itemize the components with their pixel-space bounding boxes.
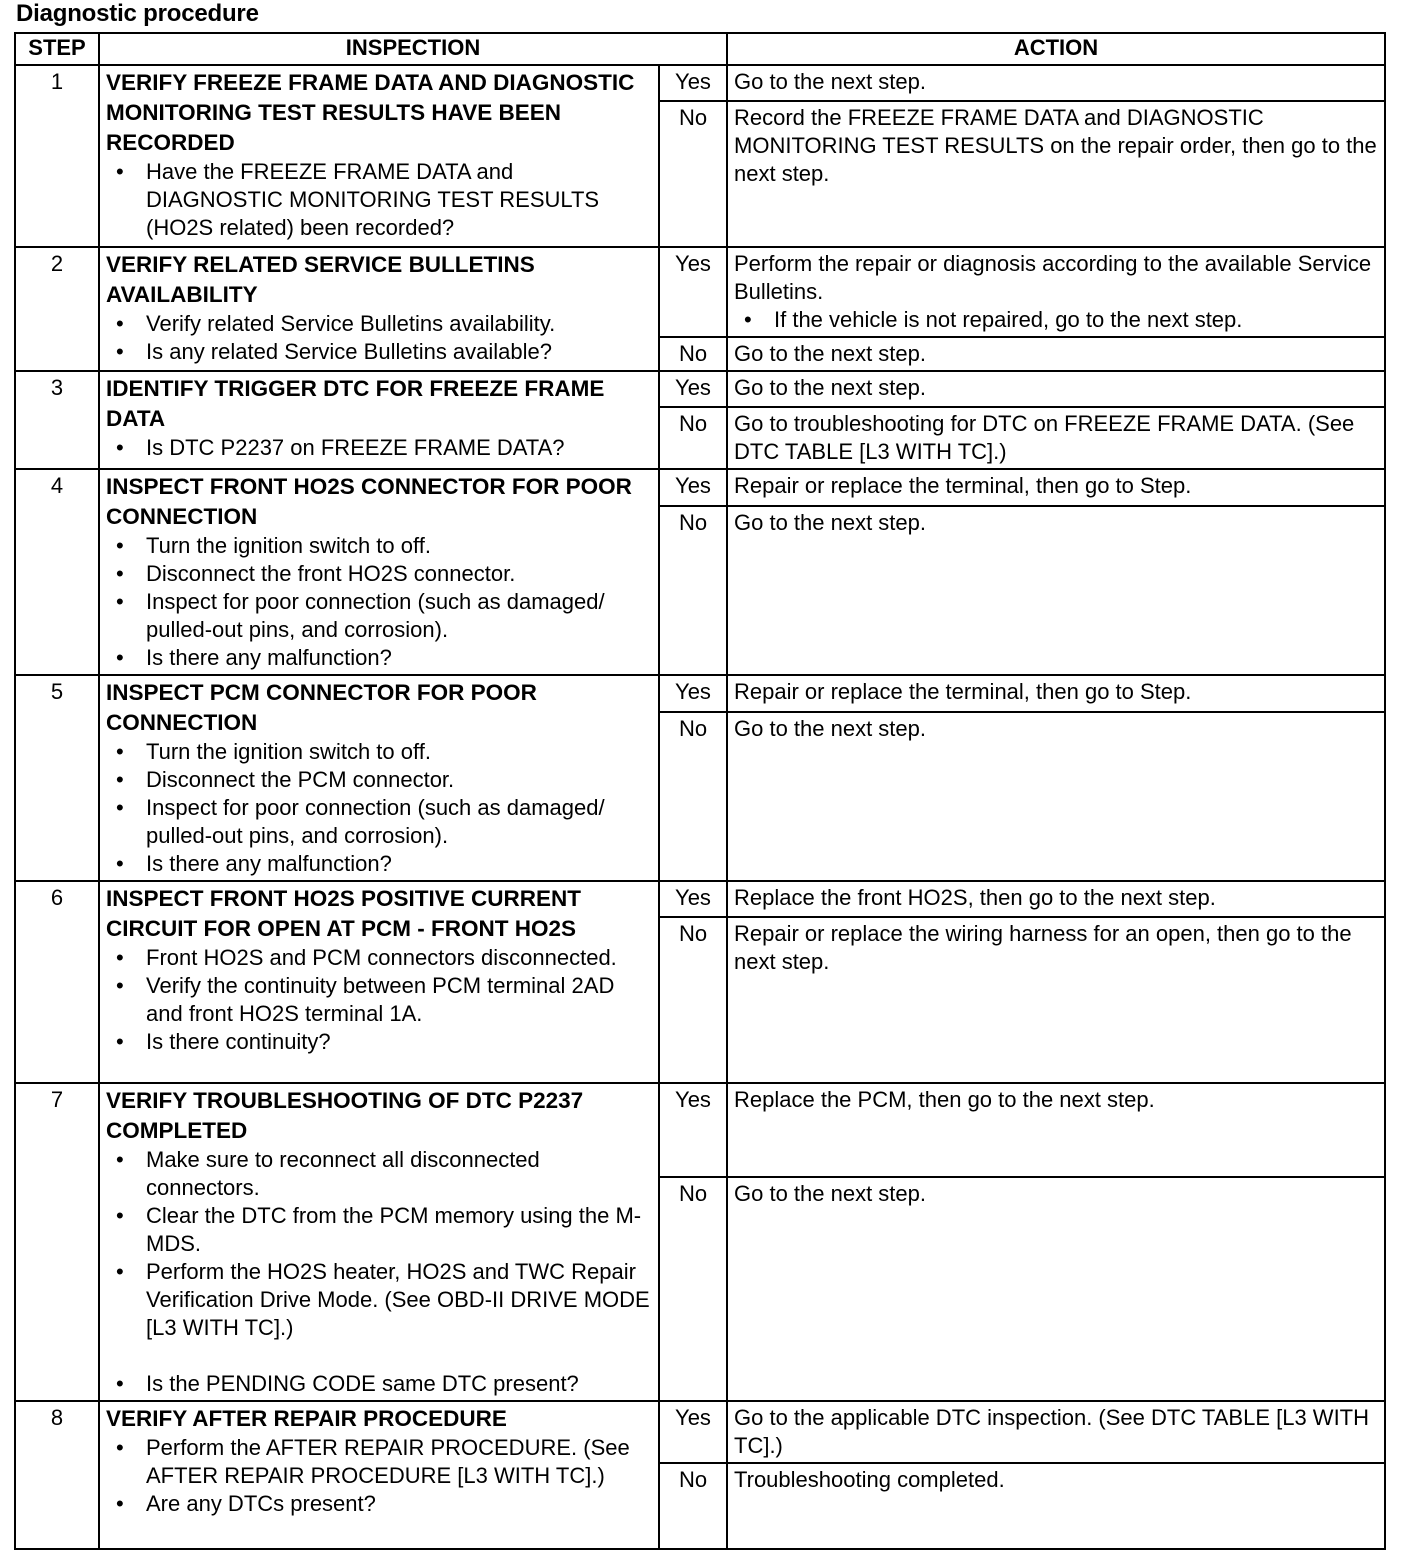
step-number: 6 xyxy=(15,881,99,1083)
yes-action xyxy=(727,1083,1385,1177)
inspection-bullets xyxy=(106,1434,652,1518)
inspection-bullet: • Are any DTCs present? xyxy=(106,1490,652,1518)
inspection-bullet: • Front HO2S and PCM connectors disconnected. xyxy=(106,944,652,972)
yes-label: Yes xyxy=(659,881,727,917)
inspection-cell xyxy=(99,247,659,371)
inspection-bullets xyxy=(106,1146,652,1398)
yes-action-text: Perform the repair or diagnosis according to the available Service Bulletins. xyxy=(734,251,1372,304)
inspection-title: VERIFY TROUBLESHOOTING OF DTC P2237 COMPLETED xyxy=(106,1088,584,1143)
inspection-bullet: • Disconnect the front HO2S connector. xyxy=(106,560,652,588)
inspection-bullet: • Is there any malfunction? xyxy=(106,850,652,878)
yes-action xyxy=(727,469,1385,506)
no-label: No xyxy=(659,1177,727,1401)
step-row-yes xyxy=(15,469,1385,506)
yes-action xyxy=(727,65,1385,101)
inspection-cell xyxy=(99,1083,659,1401)
step-row-yes xyxy=(15,65,1385,101)
header-step: STEP xyxy=(15,33,99,65)
inspection-bullet: • Perform the HO2S heater, HO2S and TWC Repair Verification Drive Mode. (See OBD-II DRIVE MODE [L3 WITH TC].) xyxy=(106,1258,652,1342)
inspection-bullets xyxy=(106,532,652,672)
no-action: Go to troubleshooting for DTC on FREEZE FRAME DATA. (See DTC TABLE [L3 WITH TC].) xyxy=(727,407,1385,469)
inspection-bullet: • Is there any malfunction? xyxy=(106,644,652,672)
step-number: 5 xyxy=(15,675,99,881)
inspection-cell xyxy=(99,371,659,469)
inspection-bullet: • Perform the AFTER REPAIR PROCEDURE. (See AFTER REPAIR PROCEDURE [L3 WITH TC].) xyxy=(106,1434,652,1490)
no-action: Record the FREEZE FRAME DATA and DIAGNOSTIC MONITORING TEST RESULTS on the repair order, then go to the next step. xyxy=(727,101,1385,247)
header-action: ACTION xyxy=(727,33,1385,65)
inspection-bullet: • Verify related Service Bulletins availability. xyxy=(106,310,652,338)
no-action: Repair or replace the wiring harness for an open, then go to the next step. xyxy=(727,917,1385,1083)
no-label: No xyxy=(659,1463,727,1549)
step-row-yes xyxy=(15,881,1385,917)
no-label: No xyxy=(659,506,727,675)
yes-action-text: Go to the next step. xyxy=(734,69,927,94)
step-row-yes xyxy=(15,371,1385,407)
inspection-bullets xyxy=(106,158,652,242)
inspection-title: IDENTIFY TRIGGER DTC FOR FREEZE FRAME DATA xyxy=(106,376,605,431)
yes-label: Yes xyxy=(659,1083,727,1177)
inspection-title: VERIFY AFTER REPAIR PROCEDURE xyxy=(106,1406,507,1431)
table-header-row xyxy=(15,33,1385,65)
no-label: No xyxy=(659,337,727,371)
inspection-cell xyxy=(99,469,659,675)
inspection-title: INSPECT PCM CONNECTOR FOR POOR CONNECTION xyxy=(106,680,537,735)
inspection-bullet: • Turn the ignition switch to off. xyxy=(106,532,652,560)
inspection-bullet: • Clear the DTC from the PCM memory using the M-MDS. xyxy=(106,1202,652,1258)
yes-label: Yes xyxy=(659,65,727,101)
yes-label: Yes xyxy=(659,469,727,506)
no-action: Go to the next step. xyxy=(727,337,1385,371)
no-action: Troubleshooting completed. xyxy=(727,1463,1385,1549)
action-bullet: • If the vehicle is not repaired, go to the next step. xyxy=(734,306,1378,334)
inspection-bullets xyxy=(106,944,652,1056)
inspection-bullet: • Is DTC P2237 on FREEZE FRAME DATA? xyxy=(106,434,652,462)
inspection-bullets xyxy=(106,434,652,462)
inspection-bullet: • Make sure to reconnect all disconnected connectors. xyxy=(106,1146,652,1202)
yes-action-text: Go to the next step. xyxy=(734,375,927,400)
no-label: No xyxy=(659,712,727,881)
yes-label: Yes xyxy=(659,1401,727,1463)
step-row-yes xyxy=(15,1401,1385,1463)
step-number: 8 xyxy=(15,1401,99,1549)
no-label: No xyxy=(659,407,727,469)
inspection-bullet: • Inspect for poor connection (such as damaged/ pulled-out pins, and corrosion). xyxy=(106,794,652,850)
inspection-cell xyxy=(99,675,659,881)
inspection-bullet: • Is the PENDING CODE same DTC present? xyxy=(106,1370,652,1398)
inspection-cell xyxy=(99,881,659,1083)
step-row-yes xyxy=(15,675,1385,712)
inspection-bullet: • Have the FREEZE FRAME DATA and DIAGNOSTIC MONITORING TEST RESULTS (HO2S related) been recorded? xyxy=(106,158,652,242)
yes-action xyxy=(727,1401,1385,1463)
page-title: Diagnostic procedure xyxy=(16,0,259,27)
inspection-title: VERIFY FREEZE FRAME DATA AND DIAGNOSTIC MONITORING TEST RESULTS HAVE BEEN RECORDED xyxy=(106,70,635,155)
diagnostic-procedure-table xyxy=(14,32,1386,1550)
yes-action xyxy=(727,675,1385,712)
yes-label: Yes xyxy=(659,371,727,407)
no-action: Go to the next step. xyxy=(727,506,1385,675)
yes-action-bullets xyxy=(734,306,1378,334)
yes-action-text: Replace the PCM, then go to the next step. xyxy=(734,1087,1155,1112)
inspection-title: INSPECT FRONT HO2S POSITIVE CURRENT CIRCUIT FOR OPEN AT PCM - FRONT HO2S xyxy=(106,886,582,941)
no-action: Go to the next step. xyxy=(727,712,1385,881)
inspection-bullet: • Inspect for poor connection (such as damaged/ pulled-out pins, and corrosion). xyxy=(106,588,652,644)
header-inspection: INSPECTION xyxy=(99,33,727,65)
yes-action xyxy=(727,881,1385,917)
inspection-bullet: • Is any related Service Bulletins available? xyxy=(106,338,652,366)
inspection-bullet: • Is there continuity? xyxy=(106,1028,652,1056)
inspection-title: INSPECT FRONT HO2S CONNECTOR FOR POOR CONNECTION xyxy=(106,474,632,529)
step-row-yes xyxy=(15,247,1385,337)
step-number: 3 xyxy=(15,371,99,469)
step-number: 4 xyxy=(15,469,99,675)
yes-action-text: Repair or replace the terminal, then go to Step. xyxy=(734,473,1192,498)
inspection-title: VERIFY RELATED SERVICE BULLETINS AVAILABILITY xyxy=(106,252,535,307)
yes-action-text: Go to the applicable DTC inspection. (See DTC TABLE [L3 WITH TC].) xyxy=(734,1405,1370,1458)
inspection-cell xyxy=(99,65,659,247)
inspection-bullet: • Verify the continuity between PCM terminal 2AD and front HO2S terminal 1A. xyxy=(106,972,652,1028)
no-label: No xyxy=(659,917,727,1083)
yes-action-text: Repair or replace the terminal, then go to Step. xyxy=(734,679,1192,704)
step-row-yes xyxy=(15,1083,1385,1177)
yes-action-text: Replace the front HO2S, then go to the next step. xyxy=(734,885,1216,910)
step-number: 1 xyxy=(15,65,99,247)
yes-label: Yes xyxy=(659,675,727,712)
inspection-bullet: • Disconnect the PCM connector. xyxy=(106,766,652,794)
inspection-bullets xyxy=(106,738,652,878)
inspection-bullets xyxy=(106,310,652,366)
yes-label: Yes xyxy=(659,247,727,337)
yes-action xyxy=(727,371,1385,407)
inspection-bullet: • Turn the ignition switch to off. xyxy=(106,738,652,766)
step-number: 7 xyxy=(15,1083,99,1401)
step-number: 2 xyxy=(15,247,99,371)
no-label: No xyxy=(659,101,727,247)
yes-action xyxy=(727,247,1385,337)
no-action: Go to the next step. xyxy=(727,1177,1385,1401)
inspection-cell xyxy=(99,1401,659,1549)
